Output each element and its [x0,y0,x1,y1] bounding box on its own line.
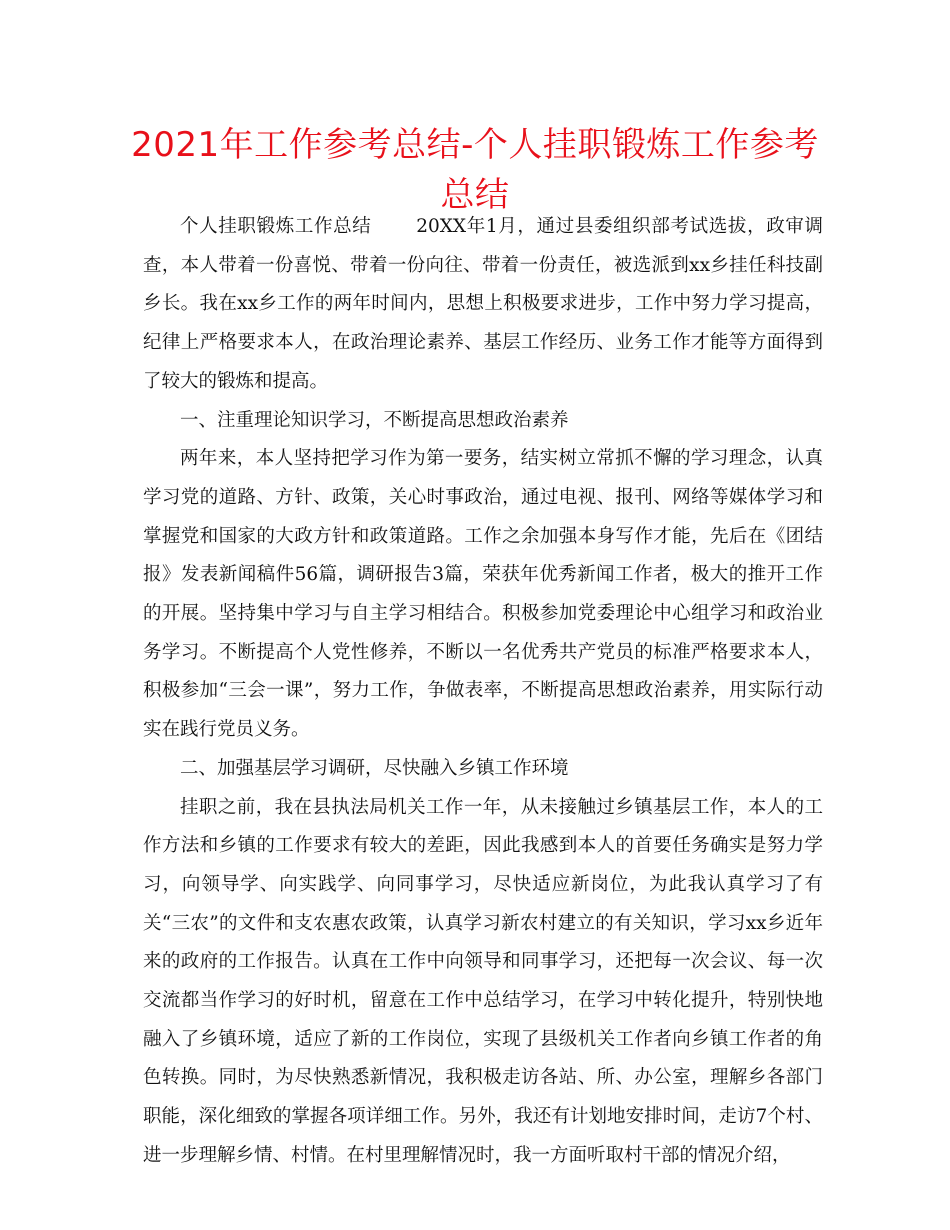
section-paragraph-1: 两年来，本人坚持把学习作为第一要务，结实树立常抓不懈的学习理念，认真学习党的道路、方针、政策，关心时事政治，通过电视、报刊、网络等媒体学习和掌握党和国家的大政方针和政策道路。工作之余加强本身写作才能，先后在《团结报》发表新闻稿件56篇，调研报告3篇，荣获年优秀新闻工作者，极大的推开工作的开展。坚持集中学习与自主学习相结合。积极参加党委理论中心组学习和政治业务学习。不断提高个人党性修养，不断以一名优秀共产党员的标准严格要求本人，积极参加“三会一课”，努力工作，争做表率，不断提高思想政治素养，用实际行动实在践行党员义务。 [143,448,823,741]
section-heading-1: 一、注重理论知识学习，不断提高思想政治素养 [180,409,569,431]
document-body [143,208,823,1176]
section-paragraph-2: 挂职之前，我在县执法局机关工作一年，从未接触过乡镇基层工作，本人的工作方法和乡镇的工作要求有较大的差距，因此我感到本人的首要任务确实是努力学习，向领导学、向实践学、向同事学习，尽快适应新岗位，为此我认真学习了有关“三农”的文件和支农惠农政策，认真学习新农村建立的有关知识，学习xx乡近年来的政府的工作报告。认真在工作中向领导和同事学习，还把每一次会议、每一次交流都当作学习的好时机，留意在工作中总结学习，在学习中转化提升，特别快地融入了乡镇环境，适应了新的工作岗位，实现了县级机关工作者向乡镇工作者的角色转换。同时，为尽快熟悉新情况，我积极走访各站、所、办公室，理解乡各部门职能，深化细致的掌握各项详细工作。另外，我还有计划地安排时间，走访7个村、进一步理解乡情、村情。在村里理解情况时，我一方面听取村干部的情况介绍， [143,796,823,1166]
document-title: 2021年工作参考总结-个人挂职锻炼工作参考总结 [131,125,819,215]
intro-paragraph: 个人挂职锻炼工作总结 20XX年1月，通过县委组织部考试选拔，政审调查，本人带着一份喜悦、带着一份向往、带着一份责任，被选派到xx乡挂任科技副乡长。我在xx乡工作的两年时间内，思想上积极要求进步，工作中努力学习提高，纪律上严格要求本人，在政治理论素养、基层工作经历、业务工作才能等方面得到了较大的锻炼和提高。 [143,216,823,392]
section-heading-2: 二、加强基层学习调研，尽快融入乡镇工作环境 [180,757,569,779]
